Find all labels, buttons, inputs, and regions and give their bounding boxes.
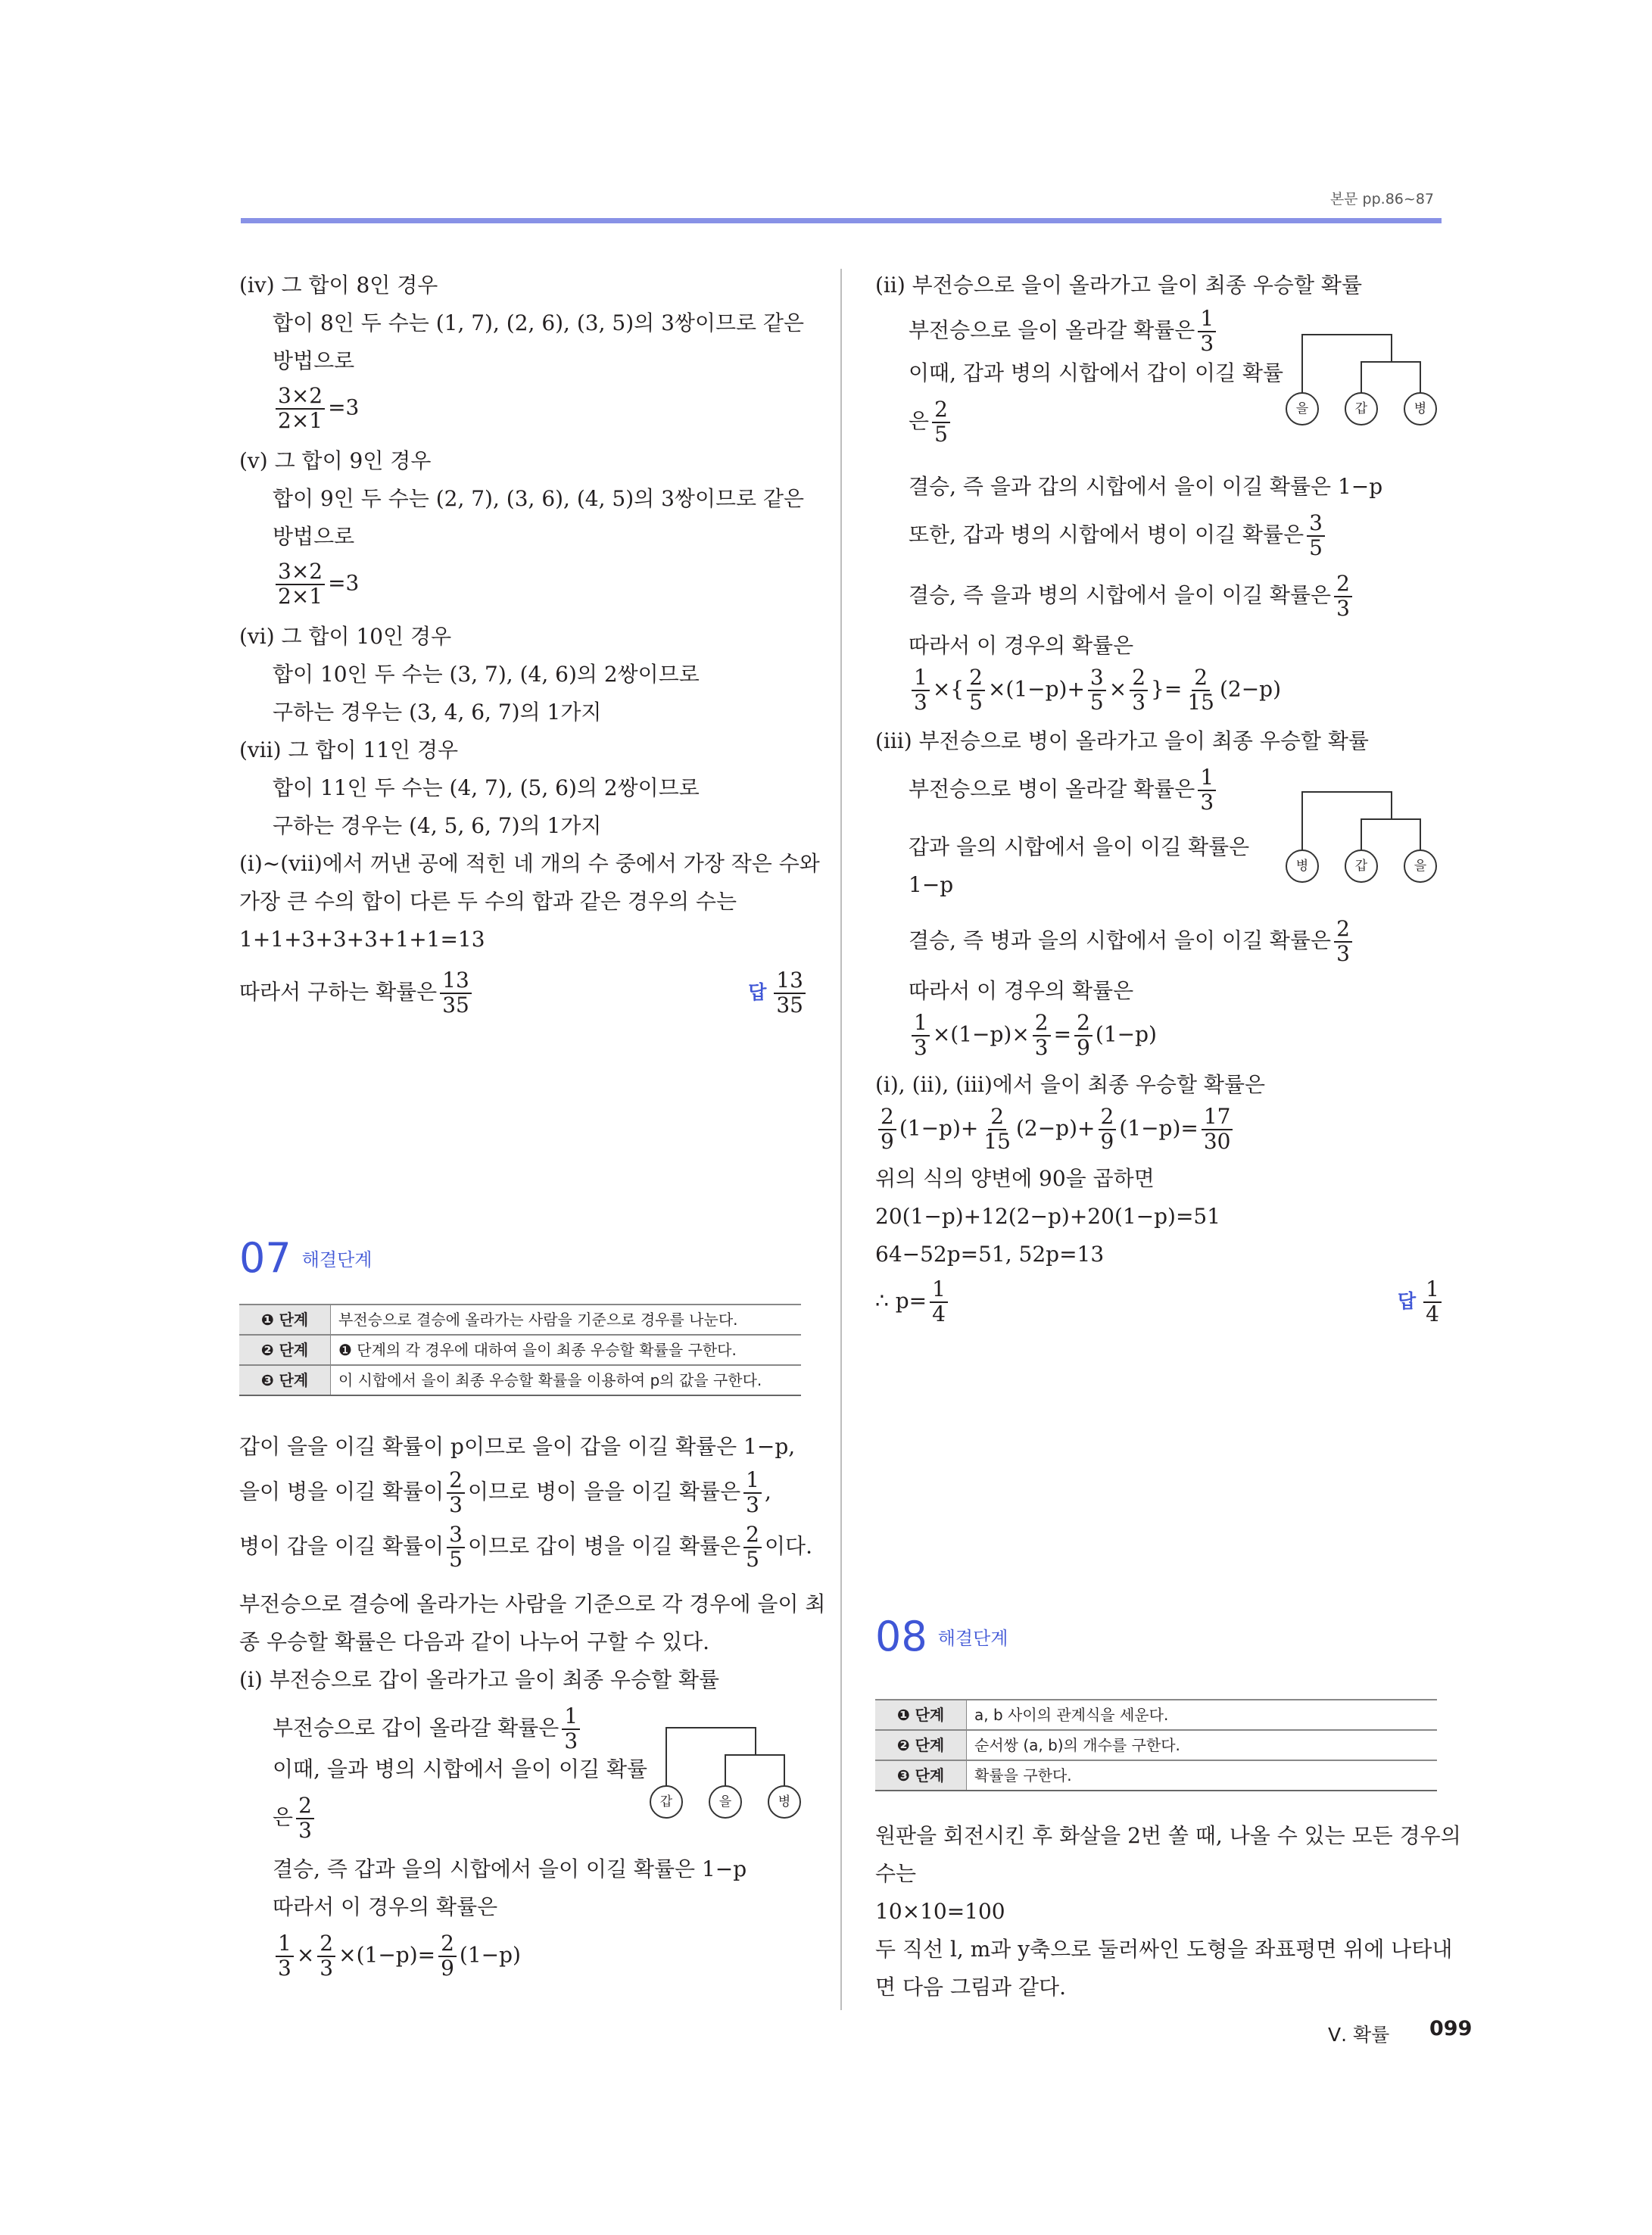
total-line4: 20(1−p)+12(2−p)+20(1−p)=51	[875, 1204, 1221, 1229]
section-label: 해결단계	[937, 1628, 1008, 1649]
section-number: 07	[239, 1234, 291, 1282]
table-row: ❶ 단계 a, b 사이의 관계식을 세운다.	[875, 1700, 1437, 1730]
s8-line1: 원판을 회전시킨 후 화살을 2번 쏠 때, 나올 수 있는 모든 경우의	[875, 1823, 1461, 1848]
fraction: $\frac{1}{3}$	[1198, 766, 1216, 815]
para-line3: 병이 갑을 이길 확률이 $\frac{3}{5}$ 이므로 갑이 병을 이길 확률은 $\frac{2}{5}$ 이다.	[239, 1522, 812, 1572]
table-row: ❸ 단계 확률을 구한다.	[875, 1760, 1437, 1791]
case1-line1: 부전승으로 갑이 올라갈 확률은 $\frac{1}{3}$	[273, 1705, 583, 1753]
case3-line5: 따라서 이 경우의 확률은	[909, 978, 1134, 1003]
case6-title: (ⅵ) 그 합이 10인 경우	[239, 624, 452, 649]
answer-label: 답	[1398, 1290, 1417, 1313]
total-line1: (ⅰ), (ⅱ), (ⅲ)에서 을이 최종 우승할 확률은	[875, 1072, 1266, 1097]
tree-node: 갑	[650, 1785, 683, 1819]
table-row: ❷ 단계 ❶ 단계의 각 경우에 대하여 을이 최종 우승할 확률을 구한다.	[239, 1335, 801, 1365]
case1-line2: 이때, 을과 병의 시합에서 을이 이길 확률	[273, 1757, 648, 1781]
answer	[748, 969, 809, 1018]
column-divider	[840, 269, 842, 2010]
table-row: ❶ 단계 부전승으로 결승에 올라가는 사람을 기준으로 경우를 나눈다.	[239, 1305, 801, 1335]
section-07-title	[239, 1234, 372, 1283]
section-number: 08	[875, 1613, 927, 1660]
fraction: $\frac{1}{3}$	[276, 1932, 294, 1981]
case2-line3: 은 $\frac{2}{5}$	[909, 398, 953, 447]
case5-line2: 방법으로	[273, 524, 355, 549]
case2-line1: 부전승으로 을이 올라갈 확률은 $\frac{1}{3}$	[909, 307, 1219, 356]
fraction: $\frac{2}{15}$	[983, 1104, 1011, 1154]
case2-formula: $\frac{1}{3}$ ×{ $\frac{2}{5}$ ×(1−p)+ $\frac{3}{5}$ × $\frac{2}{3}$ }= $\frac{2}{15}$ (2−p)	[909, 666, 1281, 715]
tree-node: 갑	[1345, 392, 1378, 425]
fraction: $\frac{2}{3}$	[447, 1469, 465, 1517]
fraction: $\frac{2}{3}$	[1130, 666, 1148, 715]
case4-line2: 방법으로	[273, 348, 355, 373]
fraction: $\frac{1}{3}$	[912, 666, 930, 715]
para-line5: 종 우승할 확률은 다음과 같이 나누어 구할 수 있다.	[239, 1629, 710, 1654]
tournament-tree-1	[648, 1720, 800, 1819]
summary-line1: (ⅰ)~(ⅶ)에서 꺼낸 공에 적힌 네 개의 수 중에서 가장 작은 수와	[239, 851, 820, 876]
page-reference: 본문 pp.86~87	[1329, 191, 1434, 207]
case2-title: (ⅱ) 부전승으로 을이 올라가고 을이 최종 우승할 확률	[875, 273, 1363, 298]
case2-line6: 결승, 즉 을과 병의 시합에서 을이 이길 확률은 $\frac{2}{3}$	[909, 572, 1355, 621]
table-row: ❸ 단계 이 시합에서 을이 최종 우승할 확률을 이용하여 p의 값을 구한다.	[239, 1365, 801, 1395]
tournament-tree-2	[1284, 327, 1435, 425]
case2-line7: 따라서 이 경우의 확률은	[909, 633, 1134, 658]
total-line5: 64−52p=51, 52p=13	[875, 1242, 1105, 1267]
fraction: $\frac{2}{3}$	[296, 1794, 314, 1843]
case6-line1: 합이 10인 두 수는 (3, 7), (4, 6)의 2쌍이므로	[273, 662, 700, 687]
fraction: $\frac{13}{35}$	[774, 969, 806, 1018]
case1-line4: 결승, 즉 갑과 을의 시합에서 을이 이길 확률은 1−p	[273, 1856, 747, 1881]
fraction: $\frac{2}{3}$	[1334, 918, 1352, 966]
summary-line3: 1+1+3+3+3+1+1=13	[239, 927, 485, 952]
case3-line4: 결승, 즉 병과 을의 시합에서 을이 이길 확률은 $\frac{2}{3}$	[909, 918, 1355, 966]
tree-node: 을	[1404, 849, 1437, 883]
tree-node: 을	[709, 1785, 742, 1819]
fraction: $\frac{2}{9}$	[878, 1105, 896, 1154]
fraction: $\frac{1}{4}$	[1423, 1278, 1442, 1326]
fraction: $\frac{1}{3}$	[1198, 307, 1216, 356]
fraction: $\frac{2}{5}$	[932, 398, 950, 447]
tree-node: 병	[1404, 392, 1437, 425]
answer	[1398, 1278, 1445, 1326]
case5-line1: 합이 9인 두 수는 (2, 7), (3, 6), (4, 5)의 3쌍이므로 같은	[273, 486, 805, 511]
case6-line2: 구하는 경우는 (3, 4, 6, 7)의 1가지	[273, 700, 602, 725]
case3-line1: 부전승으로 병이 올라갈 확률은 $\frac{1}{3}$	[909, 766, 1219, 815]
fraction: $\frac{2}{3}$	[317, 1932, 335, 1981]
case1-line5: 따라서 이 경우의 확률은	[273, 1894, 498, 1919]
s8-line2: 수는	[875, 1861, 917, 1886]
tree-node: 갑	[1345, 849, 1378, 883]
section-label: 해결단계	[301, 1249, 372, 1270]
case4-title: (ⅳ) 그 합이 8인 경우	[239, 273, 438, 298]
fraction: $\frac{2}{9}$	[1074, 1012, 1093, 1060]
header-rule	[241, 218, 1442, 223]
fraction: $\frac{3}{5}$	[1307, 512, 1325, 560]
s8-line5: 면 다음 그림과 같다.	[875, 1975, 1066, 2000]
summary-line2: 가장 큰 수의 합이 다른 두 수의 합과 같은 경우의 수는	[239, 889, 737, 914]
fraction: $\frac{1}{3}$	[743, 1469, 762, 1517]
fraction: $\frac{3}{5}$	[1088, 666, 1106, 715]
fraction: $\frac{2}{3}$	[1033, 1012, 1051, 1060]
chapter-label: Ⅴ. 확률	[1328, 2024, 1390, 2046]
fraction: $\frac{2}{5}$	[743, 1523, 762, 1572]
case4-formula: $\frac{3\times 2}{2\times 1}$ =3	[273, 385, 359, 433]
case2-line4: 결승, 즉 을과 갑의 시합에서 을이 이길 확률은 1−p	[909, 474, 1383, 499]
total-line6: ∴ p= $\frac{1}{4}$	[875, 1278, 951, 1326]
fraction: $\frac{1}{4}$	[930, 1278, 948, 1326]
s8-line4: 두 직선 l, m과 y축으로 둘러싸인 도형을 좌표평면 위에 나타내	[875, 1937, 1453, 1962]
tree-node: 병	[768, 1785, 801, 1819]
case1-line3: 은 $\frac{2}{3}$	[273, 1794, 317, 1843]
total-line3: 위의 식의 양변에 90을 곱하면	[875, 1166, 1155, 1191]
case1-formula: $\frac{1}{3}$ × $\frac{2}{3}$ ×(1−p)= $\frac{2}{9}$ (1−p)	[273, 1932, 521, 1981]
fraction: $\frac{3\times 2}{2\times 1}$	[276, 560, 325, 609]
tree-node: 을	[1286, 392, 1319, 425]
case3-line2: 갑과 을의 시합에서 을이 이길 확률은	[909, 834, 1250, 859]
case5-title: (ⅴ) 그 합이 9인 경우	[239, 448, 432, 473]
total-formula: $\frac{2}{9}$ (1−p)+ $\frac{2}{15}$ (2−p)+ $\frac{2}{9}$ (1−p)= $\frac{17}{30}$	[875, 1105, 1236, 1154]
fraction: $\frac{13}{35}$	[440, 969, 472, 1018]
fraction: $\frac{2}{9}$	[1099, 1105, 1117, 1154]
para-line2: 을이 병을 이길 확률이 $\frac{2}{3}$ 이므로 병이 을을 이길 확률은 $\frac{1}{3}$ ,	[239, 1467, 771, 1517]
fraction: $\frac{2}{9}$	[438, 1932, 457, 1981]
final-probability: 따라서 구하는 확률은 $\frac{13}{35}$	[239, 969, 475, 1018]
case3-formula: $\frac{1}{3}$ ×(1−p)× $\frac{2}{3}$ = $\frac{2}{9}$ (1−p)	[909, 1012, 1157, 1060]
case5-formula: $\frac{3\times 2}{2\times 1}$ =3	[273, 560, 359, 609]
steps-table-08	[875, 1699, 1437, 1791]
tournament-tree-3	[1284, 784, 1435, 883]
case2-line2: 이때, 갑과 병의 시합에서 갑이 이길 확률	[909, 360, 1284, 385]
case2-line5: 또한, 갑과 병의 시합에서 병이 이길 확률은 $\frac{3}{5}$	[909, 512, 1328, 560]
para-line1: 갑이 을을 이길 확률이 p이므로 을이 갑을 이길 확률은 1−p,	[239, 1434, 796, 1459]
s8-line3: 10×10=100	[875, 1899, 1005, 1924]
tree-node: 병	[1286, 849, 1319, 883]
table-row: ❷ 단계 순서쌍 (a, b)의 개수를 구한다.	[875, 1730, 1437, 1760]
case3-line3: 1−p	[909, 872, 954, 897]
fraction: $\frac{3\times 2}{2\times 1}$	[276, 385, 325, 433]
case1-title: (ⅰ) 부전승으로 갑이 올라가고 을이 최종 우승할 확률	[239, 1667, 720, 1692]
steps-table-07	[239, 1304, 801, 1396]
para-line4: 부전승으로 결승에 올라가는 사람을 기준으로 각 경우에 을이 최	[239, 1591, 826, 1616]
fraction: $\frac{1}{3}$	[912, 1012, 930, 1060]
fraction: $\frac{1}{3}$	[562, 1705, 580, 1753]
case7-line1: 합이 11인 두 수는 (4, 7), (5, 6)의 2쌍이므로	[273, 775, 700, 800]
case7-line2: 구하는 경우는 (4, 5, 6, 7)의 1가지	[273, 813, 602, 838]
fraction: $\frac{2}{15}$	[1187, 665, 1214, 715]
fraction: $\frac{17}{30}$	[1202, 1105, 1233, 1154]
section-08-title	[875, 1613, 1008, 1662]
case3-title: (ⅲ) 부전승으로 병이 올라가고 을이 최종 우승할 확률	[875, 728, 1369, 753]
fraction: $\frac{3}{5}$	[447, 1523, 465, 1572]
case4-line1: 합이 8인 두 수는 (1, 7), (2, 6), (3, 5)의 3쌍이므로 같은	[273, 310, 805, 335]
fraction: $\frac{2}{3}$	[1334, 572, 1352, 621]
fraction: $\frac{2}{5}$	[967, 666, 985, 715]
case7-title: (ⅶ) 그 합이 11인 경우	[239, 737, 459, 762]
page-number: 099	[1429, 2017, 1473, 2040]
answer-label: 답	[748, 981, 767, 1004]
